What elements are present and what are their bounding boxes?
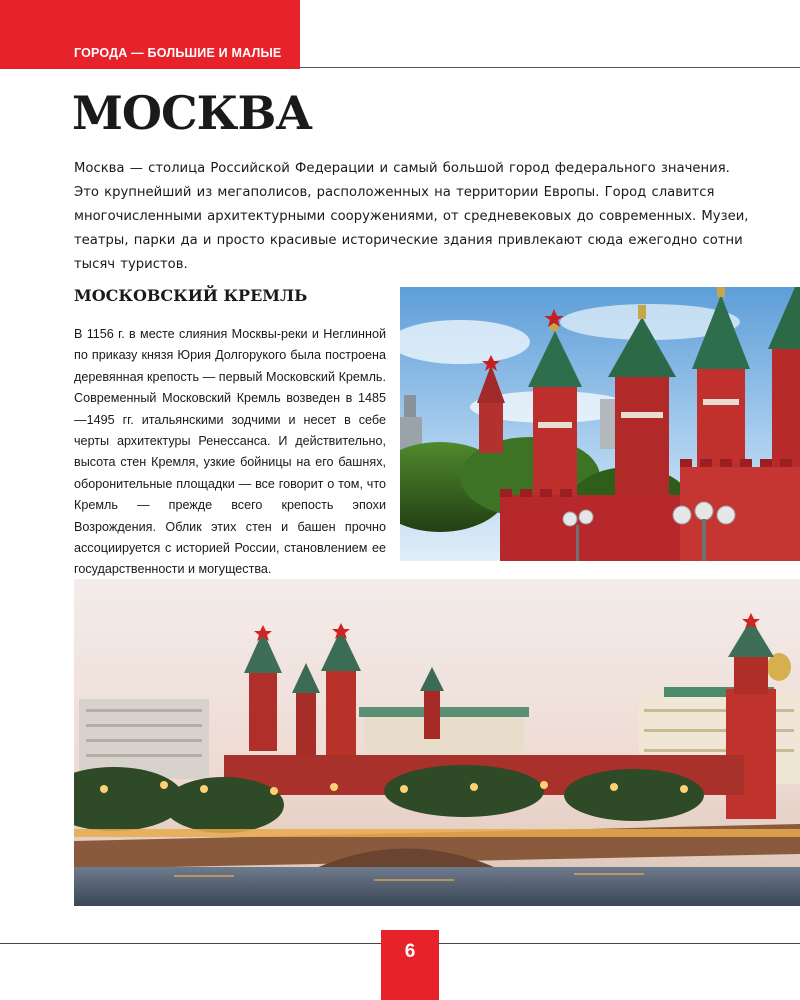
page-title: МОСКВА: [72, 86, 312, 140]
section-body-text: В 1156 г. в месте слияния Москвы-реки и Неглинной по приказу князя Юрия Долгорукого была построена деревянная крепость — первый Московский Кремль. Современный Московский Кремль возведен в 1485—1495 гг. итальянскими зодчими и несет в себе черты архитектуры Ренессанса. И действительно, высота стен Кремля, узкие бойницы на его башнях, оборонительные площадки — все говорит о том, что Кремль — прежде всего крепость эпохи Возрождения. Облик этих стен и башен прочно ассоциируется с историей России, становлением ее государственности и могущества.: [74, 327, 386, 577]
kremlin-towers-photo: [400, 287, 800, 561]
section-title: МОСКОВСКИЙ КРЕМЛЬ: [74, 286, 308, 305]
intro-paragraph: Москва — столица Российской Федерации и самый большой город федерального значения. Это крупнейший из мегаполисов, расположенных на территории Европы. Город славится многочисленными архитектурными сооружениями, от средневековых до современных. Музеи, театры, парки да и просто красивые исторические здания привлекают сюда ежегодно сотни тысяч туристов.: [74, 161, 749, 272]
section-header-tab: [0, 0, 300, 69]
kremlin-panorama-photo: [74, 579, 800, 906]
header-divider: [300, 67, 800, 68]
page-number: 6: [381, 930, 439, 1000]
section-header-label: ГОРОДА — БОЛЬШИЕ И МАЛЫЕ: [74, 46, 282, 60]
